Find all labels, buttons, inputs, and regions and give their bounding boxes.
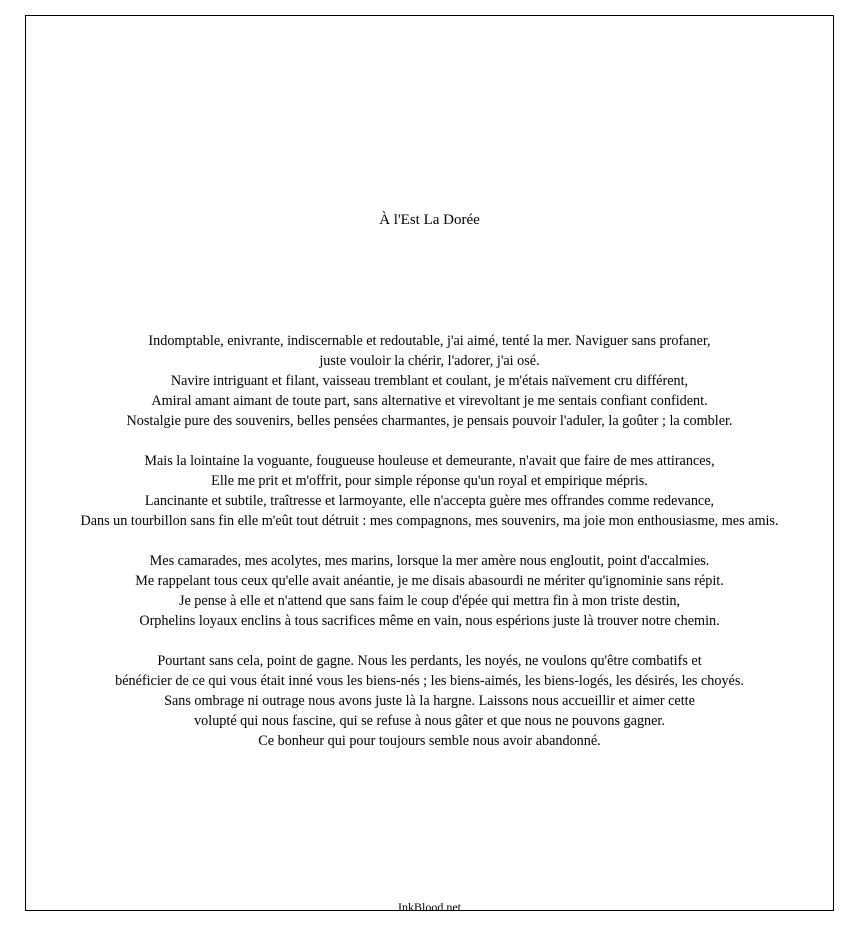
stanza-1: [26, 331, 833, 431]
poem-line: Mais la lointaine la voguante, fougueuse houleuse et demeurante, n'avait que faire de mes attirances,: [144, 453, 715, 469]
poem-line: Orphelins loyaux enclins à tous sacrifices même en vain, nous espérions juste là trouver notre chemin.: [139, 613, 720, 629]
page-frame: [25, 15, 834, 914]
poem-line: juste vouloir la chérir, l'adorer, j'ai osé.: [319, 353, 540, 369]
poem-line: Nostalgie pure des souvenirs, belles pensées charmantes, je pensais pouvoir l'aduler, la goûter ; la combler.: [126, 413, 733, 429]
poem-title: À l'Est La Dorée: [379, 212, 480, 228]
poem-line: bénéficier de ce qui vous était inné vous les biens-nés ; les biens-aimés, les biens-logés, les désirés, les choyés.: [115, 673, 744, 689]
poem-body: [26, 331, 833, 771]
site-footer: InkBlood.net: [398, 900, 461, 914]
poem-line: Lancinante et subtile, traîtresse et larmoyante, elle n'accepta guère mes offrandes comme redevance,: [144, 493, 715, 509]
stanza-3: [26, 551, 833, 631]
poem-line: Mes camarades, mes acolytes, mes marins, lorsque la mer amère nous engloutit, point d'accalmies.: [149, 553, 710, 569]
poem-line: Indomptable, enivrante, indiscernable et redoutable, j'ai aimé, tenté la mer. Naviguer sans profaner,: [148, 333, 711, 349]
poem-line: Ce bonheur qui pour toujours semble nous avoir abandonné.: [258, 733, 601, 749]
poem-line: Dans un tourbillon sans fin elle m'eût tout détruit : mes compagnons, mes souvenirs, ma joie mon enthousiasme, mes amis.: [80, 513, 779, 529]
poem-line: Navire intriguant et filant, vaisseau tremblant et coulant, je m'étais naïvement cru différent,: [170, 373, 689, 389]
poem-line: Elle me prit et m'offrit, pour simple réponse qu'un royal et empirique mépris.: [211, 473, 648, 489]
stanza-2: [26, 451, 833, 531]
poem-line: Je pense à elle et n'attend que sans faim le coup d'épée qui mettra fin à mon triste destin,: [178, 593, 681, 609]
stanza-4: [26, 651, 833, 751]
poem-line: Pourtant sans cela, point de gagne. Nous les perdants, les noyés, ne voulons qu'être combatifs et: [157, 653, 702, 669]
poem-line: volupté qui nous fascine, qui se refuse à nous gâter et que nous ne pouvons gagner.: [194, 713, 665, 729]
poem-line: Me rappelant tous ceux qu'elle avait anéantie, je me disais abasourdi ne mériter qu'ignominie sans répit.: [135, 573, 724, 589]
poem-line: Sans ombrage ni outrage nous avons juste là la hargne. Laissons nous accueillir et aimer cette: [164, 693, 695, 709]
poem-line: Amiral amant aimant de toute part, sans alternative et virevoltant je me sentais confiant confident.: [151, 393, 708, 409]
